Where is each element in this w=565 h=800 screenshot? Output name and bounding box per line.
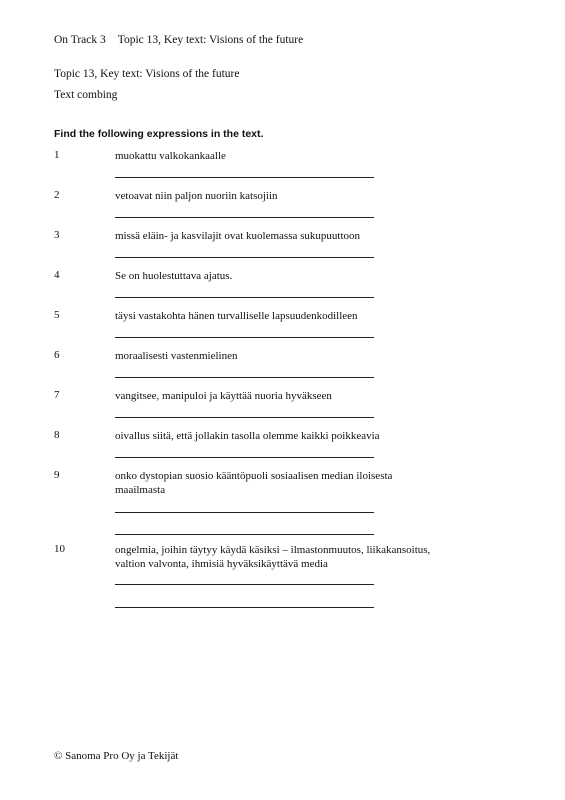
- item-number: 1: [54, 149, 60, 161]
- item-text: moraalisesti vastenmielinen: [115, 350, 238, 362]
- item-text: onko dystopian suosio kääntöpuoli sosiaalisen median iloisesta maailmasta: [115, 470, 393, 496]
- item-number: 4: [54, 269, 60, 281]
- copyright-footer: © Sanoma Pro Oy ja Tekijät: [54, 750, 179, 762]
- answer-line[interactable]: [115, 257, 374, 258]
- answer-line[interactable]: [115, 217, 374, 218]
- answer-line[interactable]: [115, 534, 374, 535]
- item-number: 2: [54, 189, 60, 201]
- answer-line[interactable]: [115, 177, 374, 178]
- answer-line[interactable]: [115, 417, 374, 418]
- item-text: vetoavat niin paljon nuoriin katsojiin: [115, 190, 278, 202]
- item-number: 5: [54, 309, 60, 321]
- item-text: oivallus siitä, että jollakin tasolla olemme kaikki poikkeavia: [115, 430, 380, 442]
- item-text: ongelmia, joihin täytyy käydä käsiksi – ilmastonmuutos, liikakansoitus, valtion valvonta, ihmisiä hyväksikäyttävä media: [115, 544, 431, 570]
- item-text: missä eläin- ja kasvilajit ovat kuolemassa sukupuuttoon: [115, 230, 361, 242]
- answer-line[interactable]: [115, 607, 374, 608]
- answer-line[interactable]: [115, 512, 374, 513]
- answer-line[interactable]: [115, 457, 374, 458]
- answer-line[interactable]: [115, 337, 374, 338]
- item-text: muokattu valkokankaalle: [115, 150, 226, 162]
- answer-line[interactable]: [115, 297, 374, 298]
- header-topic: Topic 13, Key text: Visions of the future: [117, 34, 304, 46]
- item-number: 9: [54, 469, 60, 481]
- page-title: Topic 13, Key text: Visions of the future: [54, 68, 240, 80]
- instruction-text: Find the following expressions in the text.: [54, 128, 264, 140]
- item-text: vangitsee, manipuloi ja käyttää nuoria hyväkseen: [115, 390, 332, 402]
- item-text: täysi vastakohta hänen turvalliselle lapsuudenkodilleen: [115, 310, 358, 322]
- page-header: [54, 34, 303, 46]
- item-number: 10: [54, 543, 65, 555]
- course-name: On Track 3: [54, 34, 106, 46]
- item-number: 6: [54, 349, 60, 361]
- item-number: 3: [54, 229, 60, 241]
- item-text: Se on huolestuttava ajatus.: [115, 270, 233, 282]
- answer-line[interactable]: [115, 377, 374, 378]
- item-number: 7: [54, 389, 60, 401]
- item-number: 8: [54, 429, 60, 441]
- answer-line[interactable]: [115, 584, 374, 585]
- page-subtitle: Text combing: [54, 89, 118, 101]
